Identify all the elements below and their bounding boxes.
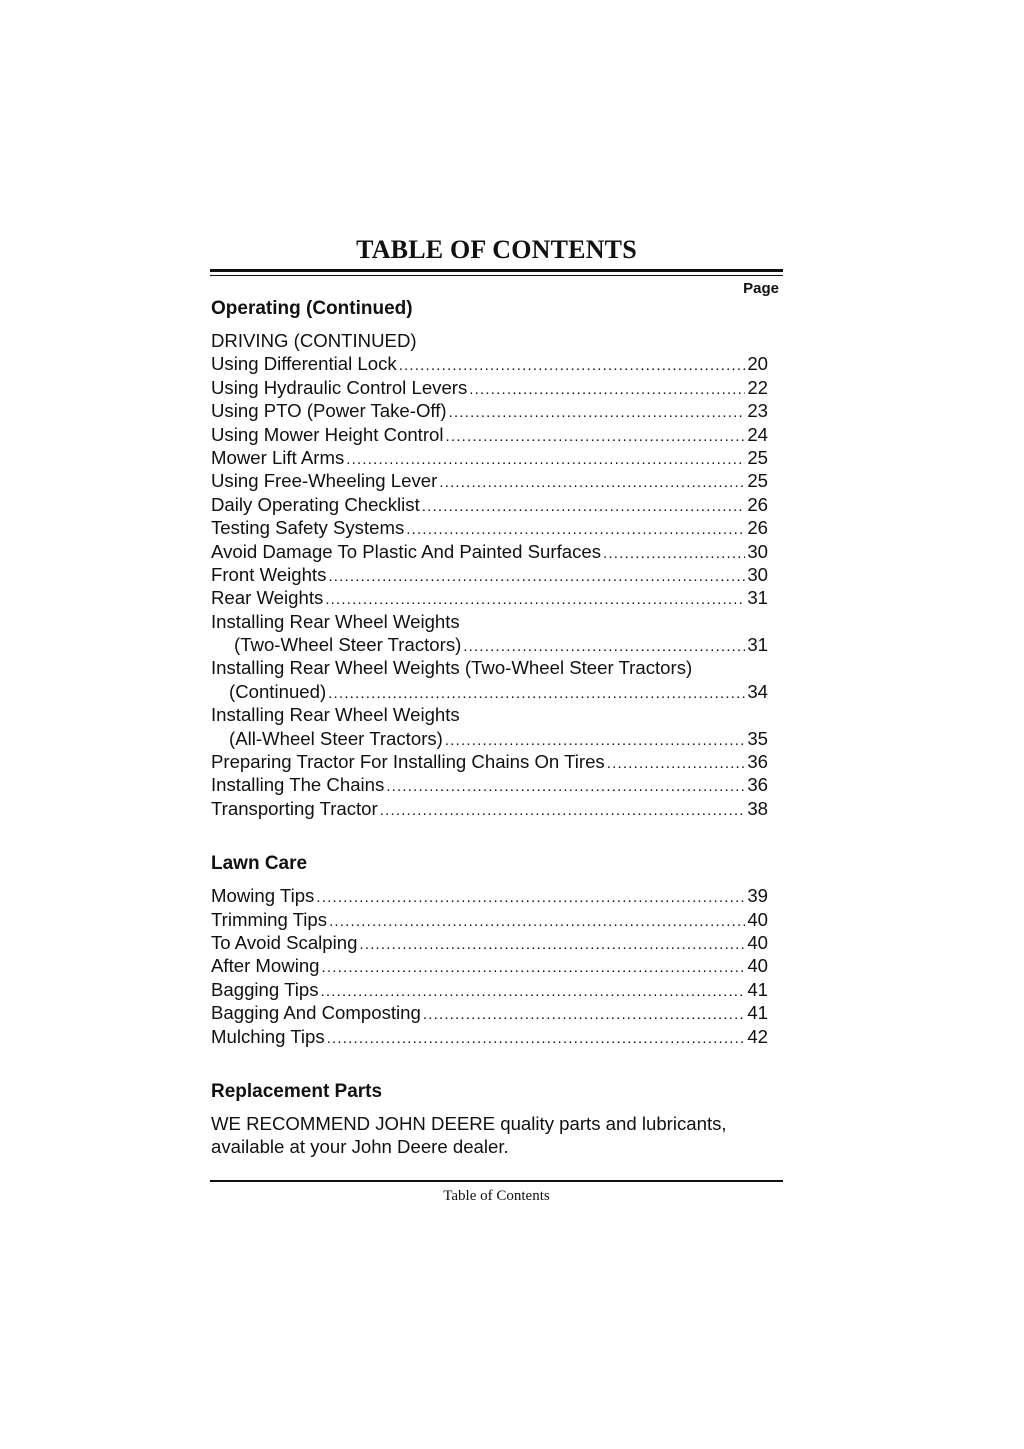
entry-page: 40 [747,908,768,930]
entry-label: Bagging Tips [211,978,319,1000]
footer-text: Table of Contents [443,1188,550,1204]
entry-page: 39 [747,885,768,907]
page-title: TABLE OF CONTENTS [356,235,637,264]
entry-label: Transporting Tractor [211,797,378,819]
section-replacement-parts [211,1080,768,1159]
dot-leader [359,933,745,956]
toc-entry[interactable] [211,633,768,656]
entry-label-continuation: (All-Wheel Steer Tractors) [229,727,443,749]
dot-leader [422,495,746,518]
toc-entry[interactable] [211,954,768,977]
dot-leader [316,886,745,909]
entry-page: 34 [747,680,768,702]
toc-entry[interactable] [211,884,768,907]
page-column-label: Page [743,280,779,297]
replacement-parts-text: WE RECOMMEND JOHN DEERE quality parts and lubricants, available at your John Deere dealer. [211,1112,727,1158]
section-lawn-care [211,852,768,1048]
dot-leader [386,775,745,798]
dot-leader [346,448,745,471]
entry-label: Using PTO (Power Take-Off) [211,400,447,422]
entry-label: Avoid Damage To Plastic And Painted Surfaces [211,540,602,562]
dot-leader [449,401,746,424]
entry-page: 31 [747,634,768,656]
toc-entry[interactable] [211,469,768,492]
entry-label: To Avoid Scalping [211,931,358,953]
toc-entry[interactable] [211,680,768,703]
toc-entry[interactable] [211,563,768,586]
footer-rule [210,1180,783,1182]
entry-page: 41 [747,978,768,1000]
toc-entry[interactable] [211,352,768,375]
dot-leader [439,471,745,494]
toc-content [211,296,768,1159]
entry-page: 30 [747,540,768,562]
dot-leader [321,980,746,1003]
section-heading-operating: Operating (Continued) [211,298,413,319]
toc-entry[interactable] [211,376,768,399]
entry-label: Mulching Tips [211,1025,325,1047]
dot-leader [423,1003,745,1026]
toc-entry[interactable] [211,446,768,469]
dot-leader [603,542,745,565]
entry-label-continuation: (Continued) [229,680,327,702]
entry-label: Using Free-Wheeling Lever [211,470,438,492]
toc-entry[interactable] [211,908,768,931]
toc-entry[interactable] [211,978,768,1001]
toc-entry[interactable] [211,931,768,954]
dot-leader [328,565,745,588]
dot-leader [325,588,745,611]
entry-page: 42 [747,1025,768,1047]
dot-leader [445,729,745,752]
toc-entry[interactable] [211,540,768,563]
toc-entry[interactable] [211,1025,768,1048]
section-heading-replacement-parts: Replacement Parts [211,1080,383,1102]
toc-entry[interactable] [211,399,768,422]
entry-label: Rear Weights [211,587,324,609]
entry-label: Mowing Tips [211,885,315,907]
entry-label: Using Differential Lock [211,353,397,375]
entry-page: 35 [747,727,768,749]
toc-entry[interactable] [211,750,768,773]
dot-leader [463,635,745,658]
entry-label-line1[interactable]: Installing Rear Wheel Weights (Two-Wheel Steer Tractors) [211,657,693,679]
toc-entry[interactable] [211,797,768,820]
entry-page: 26 [747,517,768,539]
entry-page: 22 [747,376,768,398]
toc-entry[interactable] [211,773,768,796]
dot-leader [399,354,746,377]
toc-entry[interactable] [211,586,768,609]
entry-label-line1[interactable]: Installing Rear Wheel Weights [211,610,460,632]
entry-page: 26 [747,493,768,515]
dot-leader [469,378,745,401]
entry-label-line1[interactable]: Installing Rear Wheel Weights [211,704,460,726]
dot-leader [327,1027,746,1050]
entry-page: 25 [747,446,768,468]
entry-page: 36 [747,751,768,773]
dot-leader [328,682,745,705]
entry-label: Using Mower Height Control [211,423,444,445]
entry-page: 23 [747,400,768,422]
entry-label: Installing The Chains [211,774,385,796]
dot-leader [446,425,746,448]
entry-label: After Mowing [211,955,320,977]
entry-label: Mower Lift Arms [211,446,345,468]
dot-leader [380,799,746,822]
entry-label: Bagging And Composting [211,1002,421,1024]
toc-entry[interactable] [211,423,768,446]
subheading-driving: DRIVING (CONTINUED) [211,330,417,351]
dot-leader [322,956,746,979]
entry-page: 20 [747,353,768,375]
entry-label: Using Hydraulic Control Levers [211,376,468,398]
entry-page: 30 [747,563,768,585]
entry-page: 41 [747,1002,768,1024]
entry-label-continuation: (Two-Wheel Steer Tractors) [234,634,462,656]
entry-page: 31 [747,587,768,609]
toc-entry[interactable] [211,516,768,539]
entry-label: Daily Operating Checklist [211,493,420,515]
entry-page: 25 [747,470,768,492]
dot-leader [329,910,745,933]
entry-label: Front Weights [211,563,327,585]
entry-page: 36 [747,774,768,796]
section-operating [211,297,768,820]
toc-entry[interactable] [211,493,768,516]
toc-entry[interactable] [211,1001,768,1024]
title-rule-thick [210,269,783,272]
dot-leader [406,518,745,541]
entry-label: Testing Safety Systems [211,517,405,539]
entry-page: 38 [747,797,768,819]
entry-page: 40 [747,931,768,953]
entry-page: 40 [747,955,768,977]
title-rule-thin [210,275,783,276]
entry-label: Preparing Tractor For Installing Chains On Tires [211,751,605,773]
toc-entry[interactable] [211,727,768,750]
entry-label: Trimming Tips [211,908,328,930]
entry-page: 24 [747,423,768,445]
section-heading-lawn-care: Lawn Care [211,853,308,875]
dot-leader [607,752,746,775]
